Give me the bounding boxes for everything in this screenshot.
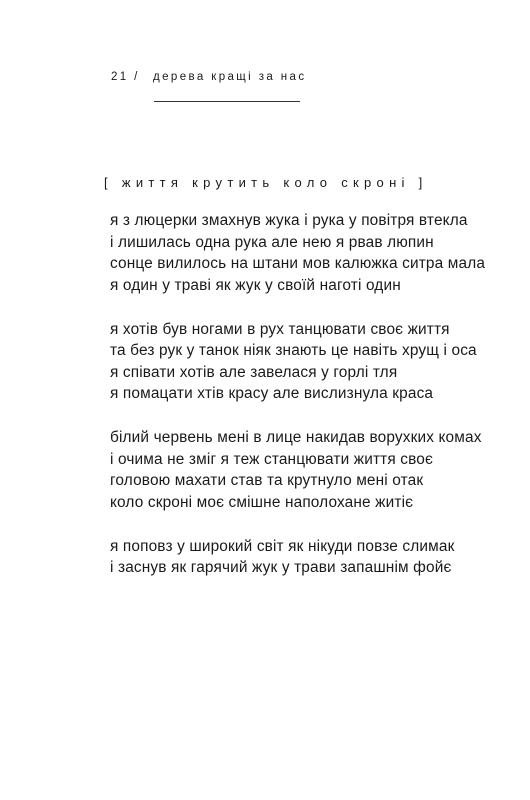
poem-line: білий червень мені в лице накидав ворухких комах — [110, 429, 482, 446]
poem-line: я помацати хтів красу але вислизнула краса — [110, 385, 434, 402]
book-title: дерева кращі за нас — [153, 71, 307, 83]
poem-line: я один у траві як жук у своїй наготі один — [110, 276, 401, 294]
poem-title: [ життя крутить коло скроні ] — [104, 175, 428, 190]
header-rule — [154, 101, 300, 102]
stanza — [110, 536, 520, 579]
poem-line: головою махати став та крутнуло мені отак — [110, 472, 424, 489]
running-head — [111, 71, 306, 83]
poem-line: я поповз у широкий світ як нікуди повзе слимак — [110, 537, 455, 555]
stanza — [110, 427, 520, 513]
poem-line: і заснув як гарячий жук у трави запашнім фойє — [110, 559, 452, 576]
poem-body — [110, 210, 520, 601]
poem-line: я з люцерки змахнув жука і рука у повітря втекла — [110, 212, 468, 229]
poem-line: сонце вилилось на штани мов калюжка ситра мала — [110, 255, 486, 272]
poem-line: я співати хотів але завелася у горлі тля — [110, 363, 398, 381]
poem-line: і очима не зміг я теж станцювати життя своє — [110, 450, 433, 468]
poem-line: коло скроні моє смішне наполохане житіє — [110, 493, 414, 511]
poem-line: та без рук у танок ніяк знають це навіть хрущ і оса — [110, 342, 477, 359]
page-number: 21 / — [111, 71, 140, 83]
stanza — [110, 210, 520, 296]
stanza — [110, 319, 520, 405]
poem-line: я хотів був ногами в рух танцювати своє життя — [110, 320, 450, 338]
poem-line: і лишилась одна рука але нею я рвав люпин — [110, 233, 434, 251]
